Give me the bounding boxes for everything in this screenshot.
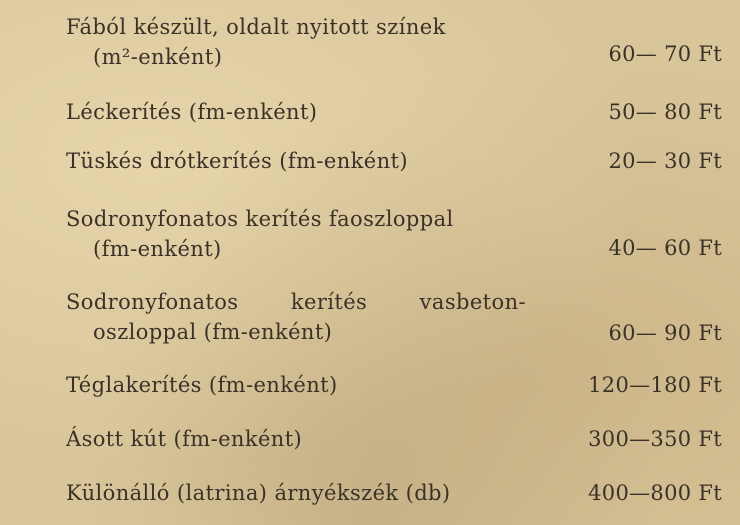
entry-description [66, 287, 536, 347]
entry-description-line: Sodronyfonatos kerítés faoszloppal [66, 207, 454, 231]
entry-description-line: Téglakerítés (fm-enként) [66, 373, 338, 397]
entry-description [66, 204, 536, 264]
entry-description [66, 97, 536, 127]
entry-price: 60— 90 Ft [608, 321, 722, 345]
entry-price: 50— 80 Ft [608, 100, 722, 124]
entry-description-line: Sodronyfonatos kerítés vasbeton- [66, 290, 526, 314]
entry-description-line: Tüskés drótkerítés (fm-enként) [66, 149, 408, 173]
entry-description [66, 12, 536, 72]
entry-price: 120—180 Ft [588, 373, 722, 397]
entry-description [66, 146, 536, 176]
entry-price: 60— 70 Ft [608, 42, 722, 66]
entry-price: 300—350 Ft [588, 427, 722, 451]
entry-description-line: Léckerítés (fm-enként) [66, 100, 318, 124]
entry-price: 400—800 Ft [588, 481, 722, 505]
entry-description-line: Különálló (latrina) árnyékszék (db) [66, 481, 451, 505]
entry-description-line: Fából készült, oldalt nyitott színek [66, 15, 446, 39]
entry-price: 40— 60 Ft [608, 236, 722, 260]
entry-description-line: (fm-enként) [93, 237, 222, 261]
entry-description-line: (m²-enként) [93, 45, 223, 69]
entry-description [66, 370, 536, 400]
entry-description [66, 424, 536, 454]
entry-price: 20— 30 Ft [608, 149, 722, 173]
entry-description-line: oszloppal (fm-enként) [93, 320, 333, 344]
entry-description [66, 478, 536, 508]
entry-description-line: Ásott kút (fm-enként) [66, 427, 303, 451]
